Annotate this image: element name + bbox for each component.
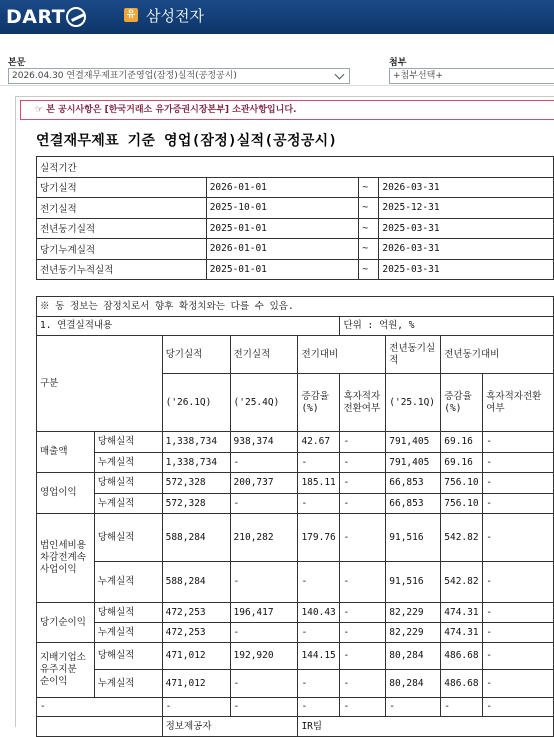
blank-cell: - — [230, 698, 298, 717]
period-from: 2026-01-01 — [206, 239, 359, 260]
col-gubun: 구분 — [37, 336, 163, 432]
blank-cell: - — [37, 698, 163, 717]
cell-previous: - — [230, 670, 298, 698]
cell-current: 588,284 — [162, 514, 230, 562]
cell-yoy-turn: - — [483, 473, 554, 494]
cell-yoy-rate: 69.16 — [441, 453, 483, 473]
cell-current: 572,328 — [162, 473, 230, 494]
period-label: 전년동기누적실적 — [37, 259, 207, 280]
cell-previous: 200,737 — [230, 473, 298, 494]
row-type: 누계실적 — [94, 562, 162, 603]
attach-select[interactable] — [389, 68, 554, 84]
period-tilde: ~ — [359, 239, 379, 260]
cell-current: 1,338,734 — [162, 432, 230, 453]
table-row — [37, 473, 554, 494]
period-tilde: ~ — [359, 259, 379, 280]
cell-yoy-rate: 756.10 — [441, 494, 483, 514]
period-label: 당기누계실적 — [37, 239, 207, 260]
row-type: 누계실적 — [94, 453, 162, 473]
document-title: 연결재무제표 기준 영업(잠정)실적(공정공시) — [36, 133, 338, 149]
period-to: 2026-03-31 — [379, 239, 554, 260]
table-row — [37, 453, 554, 473]
cell-yoy-turn: - — [483, 453, 554, 473]
period-from: 2025-01-01 — [206, 218, 359, 239]
item-name: 법인세비용차감전계속사업이익 — [37, 514, 95, 603]
blank-cell: - — [298, 698, 340, 717]
cell-yoy: 80,284 — [386, 643, 441, 670]
cell-yoy-turn: - — [483, 603, 554, 623]
table-row — [37, 698, 554, 717]
blank-cell: - — [386, 698, 441, 717]
cell-previous: 938,374 — [230, 432, 298, 453]
cell-yoy: 91,516 — [386, 562, 441, 603]
cell-yoy-turn: - — [483, 562, 554, 603]
cell-previous: - — [230, 623, 298, 643]
attach-select-value: +첨부선택+ — [393, 71, 443, 81]
blank-cell: - — [162, 698, 230, 717]
cell-current: 572,328 — [162, 494, 230, 514]
section-title: 1. 연결실적내용 — [37, 317, 340, 336]
period-from: 2025-10-01 — [206, 198, 359, 219]
period-header: 실적기간 — [37, 157, 554, 178]
cell-yoy: 66,853 — [386, 494, 441, 514]
cell-turn: - — [340, 432, 386, 453]
cell-current: 471,012 — [162, 643, 230, 670]
cell-yoy-rate: 474.31 — [441, 623, 483, 643]
period-to: 2025-12-31 — [379, 198, 554, 219]
cell-rate: 185.11 — [298, 473, 340, 494]
row-type: 당해실적 — [94, 603, 162, 623]
cell-current: 472,253 — [162, 623, 230, 643]
table-row — [37, 177, 554, 198]
cell-yoy: 66,853 — [386, 473, 441, 494]
blank-cell: - — [441, 698, 483, 717]
table-row — [37, 623, 554, 643]
table-row — [37, 259, 554, 280]
cell-yoy-rate: 474.31 — [441, 603, 483, 623]
cell-yoy: 82,229 — [386, 623, 441, 643]
period-from: 2025-01-01 — [206, 259, 359, 280]
body-select-value: 2026.04.30 연결재무제표기준영업(잠정)실적(공정공시) — [12, 71, 237, 81]
body-select-label: 본문 — [8, 58, 26, 68]
cell-yoy-rate: 69.16 — [441, 432, 483, 453]
top-header — [0, 0, 554, 34]
rate-header: 증감율(%) — [298, 374, 340, 432]
period-tilde: ~ — [359, 218, 379, 239]
cell-turn: - — [340, 670, 386, 698]
cell-yoy: 91,516 — [386, 514, 441, 562]
table-row — [37, 239, 554, 260]
cell-current: 588,284 — [162, 562, 230, 603]
cell-previous: - — [230, 453, 298, 473]
company-name: 삼성전자 — [146, 7, 204, 25]
blank-cell: - — [483, 698, 554, 717]
item-name: 지배기업소유주지분 순이익 — [37, 643, 95, 698]
info-provider-value: IR팀 — [298, 717, 554, 737]
cell-rate: 179.76 — [298, 514, 340, 562]
document-selector-bar — [0, 34, 554, 86]
jurisdiction-notice: ☞ 본 공시사항은 [한국거래소 유가증권시장본부] 소관사항입니다. — [20, 100, 554, 120]
table-row — [37, 562, 554, 603]
blank-cell: - — [340, 698, 386, 717]
table-row — [37, 603, 554, 623]
table-row — [37, 198, 554, 219]
cell-turn: - — [340, 494, 386, 514]
cell-turn: - — [340, 453, 386, 473]
cell-yoy: 82,229 — [386, 603, 441, 623]
turn-header: 흑자적자전환여부 — [340, 374, 386, 432]
col-yoy: 전년동기실적 — [386, 336, 441, 374]
row-type: 당해실적 — [94, 432, 162, 453]
cell-yoy-turn: - — [483, 623, 554, 643]
attach-select-label: 첨부 — [389, 58, 407, 68]
item-name: 당기순이익 — [37, 603, 95, 643]
cell-yoy: 80,284 — [386, 670, 441, 698]
cell-turn: - — [340, 603, 386, 623]
info-provider-label: 정보제공자 — [162, 717, 298, 737]
item-name: 매출액 — [37, 432, 95, 473]
cell-yoy-turn: - — [483, 432, 554, 453]
table-row — [37, 670, 554, 698]
cell-yoy-rate: 542.82 — [441, 562, 483, 603]
row-type: 누계실적 — [94, 670, 162, 698]
period-label: 전년동기실적 — [37, 218, 207, 239]
row-type: 누계실적 — [94, 623, 162, 643]
cell-yoy: 791,405 — [386, 453, 441, 473]
cell-yoy-rate: 542.82 — [441, 514, 483, 562]
cell-current: 471,012 — [162, 670, 230, 698]
cell-previous: - — [230, 494, 298, 514]
cell-turn: - — [340, 473, 386, 494]
current-period: ('26.1Q) — [162, 374, 230, 432]
yoy-period: ('25.1Q) — [386, 374, 441, 432]
dart-logo[interactable]: DART — [6, 6, 86, 28]
yoy-rate-header: 증감율(%) — [441, 374, 483, 432]
provisional-note: ※ 동 정보는 잠정치로서 향후 확정치와는 다를 수 있음. — [37, 297, 554, 317]
cell-rate: - — [298, 494, 340, 514]
cell-turn: - — [340, 643, 386, 670]
cell-rate: 42.67 — [298, 432, 340, 453]
period-label: 당기실적 — [37, 177, 207, 198]
dart-logo-icon — [66, 7, 86, 27]
col-vs-previous: 전기대비 — [298, 336, 386, 374]
col-current: 당기실적 — [162, 336, 230, 374]
cell-previous: - — [230, 562, 298, 603]
row-type: 당해실적 — [94, 473, 162, 494]
yoy-turn-header: 흑자적자전환여부 — [483, 374, 554, 432]
period-table — [36, 156, 554, 280]
cell-previous: 192,920 — [230, 643, 298, 670]
item-name: 영업이익 — [37, 473, 95, 514]
table-row — [37, 432, 554, 453]
cell-yoy: 791,405 — [386, 432, 441, 453]
cell-rate: 140.43 — [298, 603, 340, 623]
cell-current: 472,253 — [162, 603, 230, 623]
table-row — [37, 218, 554, 239]
period-tilde: ~ — [359, 198, 379, 219]
cell-previous: 210,282 — [230, 514, 298, 562]
period-to: 2025-03-31 — [379, 259, 554, 280]
cell-turn: - — [340, 623, 386, 643]
cell-rate: - — [298, 562, 340, 603]
period-tilde: ~ — [359, 177, 379, 198]
period-to: 2026-03-31 — [379, 177, 554, 198]
period-label: 전기실적 — [37, 198, 207, 219]
results-table — [36, 296, 554, 737]
table-row — [37, 494, 554, 514]
body-select[interactable] — [8, 68, 350, 84]
cell-yoy-turn: - — [483, 643, 554, 670]
cell-current: 1,338,734 — [162, 453, 230, 473]
row-type: 당해실적 — [94, 514, 162, 562]
cell-yoy-turn: - — [483, 514, 554, 562]
row-type: 당해실적 — [94, 643, 162, 670]
unit-label: 단위 : 억원, % — [340, 317, 554, 336]
period-to: 2025-03-31 — [379, 218, 554, 239]
cell-rate: - — [298, 670, 340, 698]
chevron-down-icon — [335, 70, 345, 80]
cell-yoy-rate: 486.68 — [441, 643, 483, 670]
row-type: 누계실적 — [94, 494, 162, 514]
cell-yoy-turn: - — [483, 494, 554, 514]
cell-yoy-rate: 486.68 — [441, 670, 483, 698]
previous-period: ('25.4Q) — [230, 374, 298, 432]
cell-turn: - — [340, 562, 386, 603]
table-row — [37, 643, 554, 670]
cell-previous: 196,417 — [230, 603, 298, 623]
cell-rate: - — [298, 453, 340, 473]
col-previous: 전기실적 — [230, 336, 298, 374]
corp-badge: 유 — [124, 8, 138, 22]
period-from: 2026-01-01 — [206, 177, 359, 198]
table-row — [37, 514, 554, 562]
col-vs-yoy: 전년동기대비 — [441, 336, 554, 374]
cell-yoy-rate: 756.10 — [441, 473, 483, 494]
cell-yoy-turn: - — [483, 670, 554, 698]
cell-rate: 144.15 — [298, 643, 340, 670]
cell-turn: - — [340, 514, 386, 562]
cell-rate: - — [298, 623, 340, 643]
